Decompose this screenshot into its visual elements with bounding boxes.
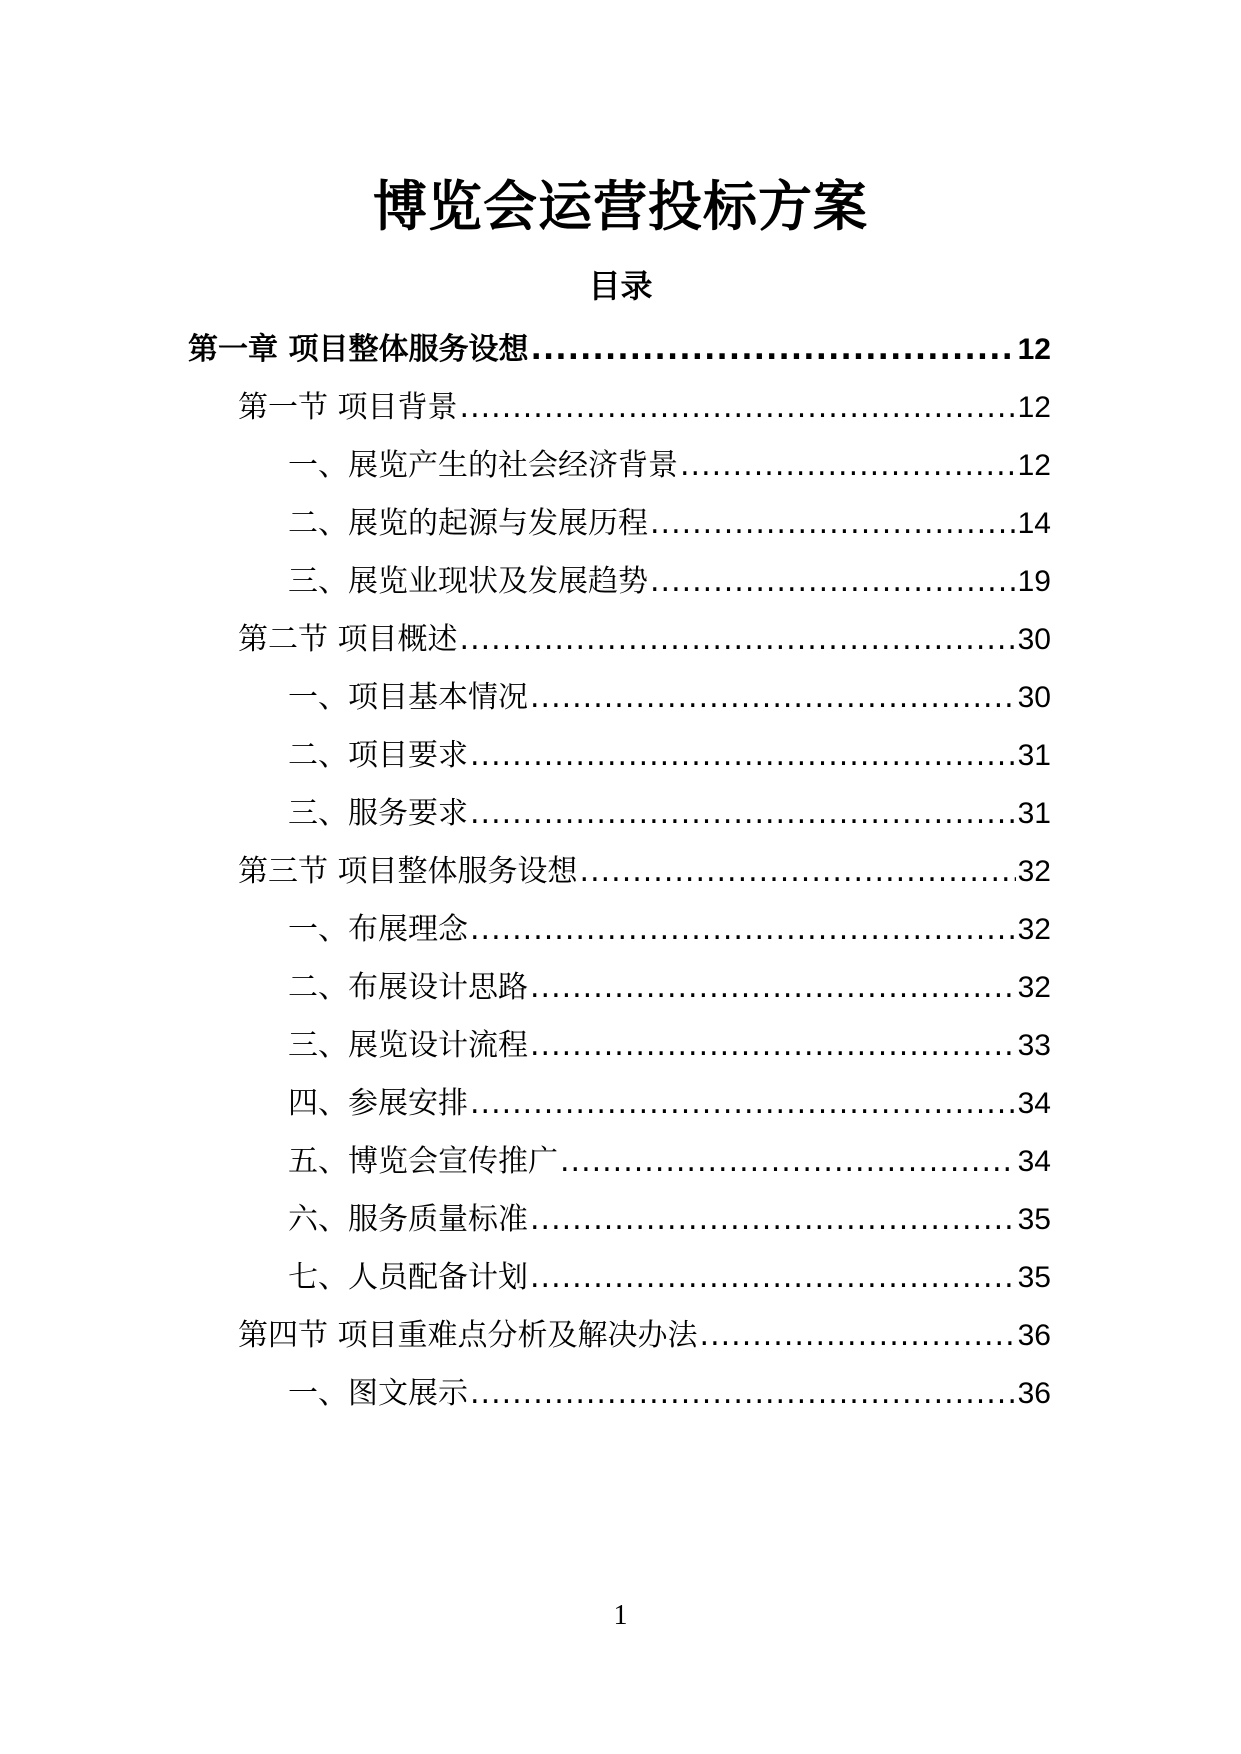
toc-leader-dots — [530, 1198, 1016, 1242]
toc-leader-dots — [680, 444, 1016, 488]
toc-entry-label: 三、服务要求 — [288, 796, 468, 831]
toc-leader-dots — [460, 618, 1016, 662]
toc-entry-item[interactable] — [288, 1024, 1051, 1068]
toc-entry-label: 三、展览业现状及发展趋势 — [288, 564, 648, 599]
toc-entry-page: 36 — [1017, 1319, 1051, 1352]
toc-entry-section-1-4[interactable] — [238, 1314, 1051, 1358]
toc-entry-item[interactable] — [288, 1140, 1051, 1184]
toc-leader-dots — [580, 850, 1016, 894]
toc-entry-page: 34 — [1017, 1087, 1051, 1120]
toc-leader-dots — [530, 676, 1016, 720]
toc-entry-item[interactable] — [288, 966, 1051, 1010]
toc-entry-page: 30 — [1017, 623, 1051, 656]
toc-entry-page: 33 — [1017, 1029, 1051, 1062]
toc-entry-page: 36 — [1017, 1377, 1051, 1410]
toc-entry-page: 35 — [1017, 1203, 1051, 1236]
toc-entry-page: 12 — [1017, 449, 1051, 482]
toc-leader-dots — [650, 560, 1016, 604]
toc-entry-item[interactable] — [288, 908, 1051, 952]
toc-entry-label: 一、图文展示 — [288, 1376, 468, 1411]
toc-leader-dots — [560, 1140, 1016, 1184]
toc-entry-page: 32 — [1017, 855, 1051, 888]
toc-leader-dots — [470, 1372, 1016, 1416]
toc-entry-section-1-1[interactable] — [238, 386, 1051, 430]
toc-entry-section-1-3[interactable] — [238, 850, 1051, 894]
toc-entry-page: 12 — [1017, 333, 1051, 366]
toc-entry-label: 一、展览产生的社会经济背景 — [288, 448, 678, 483]
toc-entry-item[interactable] — [288, 734, 1051, 778]
toc-entry-label: 七、人员配备计划 — [288, 1260, 528, 1295]
toc-leader-dots — [530, 1024, 1016, 1068]
toc-entry-page: 34 — [1017, 1145, 1051, 1178]
document-title: 博览会运营投标方案 — [373, 175, 868, 238]
toc-entry-item[interactable] — [288, 1198, 1051, 1242]
toc-entry-label: 一、项目基本情况 — [288, 680, 528, 715]
toc-entry-label: 二、项目要求 — [288, 738, 468, 773]
toc-entry-item[interactable] — [288, 560, 1051, 604]
toc-entry-chapter-1[interactable] — [188, 328, 1051, 372]
toc-entry-item[interactable] — [288, 792, 1051, 836]
toc-leader-dots — [650, 502, 1016, 546]
toc-entry-page: 14 — [1017, 507, 1051, 540]
toc-leader-dots — [530, 328, 1015, 372]
toc-entry-page: 12 — [1017, 391, 1051, 424]
toc-entry-section-1-2[interactable] — [238, 618, 1051, 662]
toc-entry-label: 二、布展设计思路 — [288, 970, 528, 1005]
toc-leader-dots — [470, 734, 1016, 778]
toc-leader-dots — [530, 1256, 1016, 1300]
toc-entry-label: 一、布展理念 — [288, 912, 468, 947]
toc-entry-item[interactable] — [288, 444, 1051, 488]
toc-entry-label: 第一章 项目整体服务设想 — [188, 332, 529, 367]
toc-entry-label: 第三节 项目整体服务设想 — [238, 854, 578, 889]
toc-entry-item[interactable] — [288, 502, 1051, 546]
toc-entry-label: 五、博览会宣传推广 — [288, 1144, 558, 1179]
toc-entry-page: 31 — [1017, 739, 1051, 772]
toc-entry-page: 19 — [1017, 565, 1051, 598]
toc-leader-dots — [700, 1314, 1016, 1358]
toc-entry-page: 32 — [1017, 971, 1051, 1004]
toc-entry-page: 30 — [1017, 681, 1051, 714]
toc-entry-label: 第二节 项目概述 — [238, 622, 458, 657]
toc-entry-page: 31 — [1017, 797, 1051, 830]
page-number: 1 — [613, 1600, 628, 1631]
toc-entry-item[interactable] — [288, 676, 1051, 720]
toc-entry-label: 第四节 项目重难点分析及解决办法 — [238, 1318, 698, 1353]
toc-entry-label: 二、展览的起源与发展历程 — [288, 506, 648, 541]
toc-entry-item[interactable] — [288, 1256, 1051, 1300]
toc-leader-dots — [470, 908, 1016, 952]
toc-entry-page: 35 — [1017, 1261, 1051, 1294]
toc-entry-page: 32 — [1017, 913, 1051, 946]
toc-leader-dots — [530, 966, 1016, 1010]
toc-entry-label: 第一节 项目背景 — [238, 390, 458, 425]
toc-leader-dots — [470, 1082, 1016, 1126]
toc-entry-item[interactable] — [288, 1372, 1051, 1416]
toc-heading: 目录 — [588, 267, 653, 305]
toc-entry-label: 三、展览设计流程 — [288, 1028, 528, 1063]
toc-entry-label: 六、服务质量标准 — [288, 1202, 528, 1237]
toc-leader-dots — [460, 386, 1016, 430]
toc-leader-dots — [470, 792, 1016, 836]
toc-entry-label: 四、参展安排 — [288, 1086, 468, 1121]
toc-entry-item[interactable] — [288, 1082, 1051, 1126]
